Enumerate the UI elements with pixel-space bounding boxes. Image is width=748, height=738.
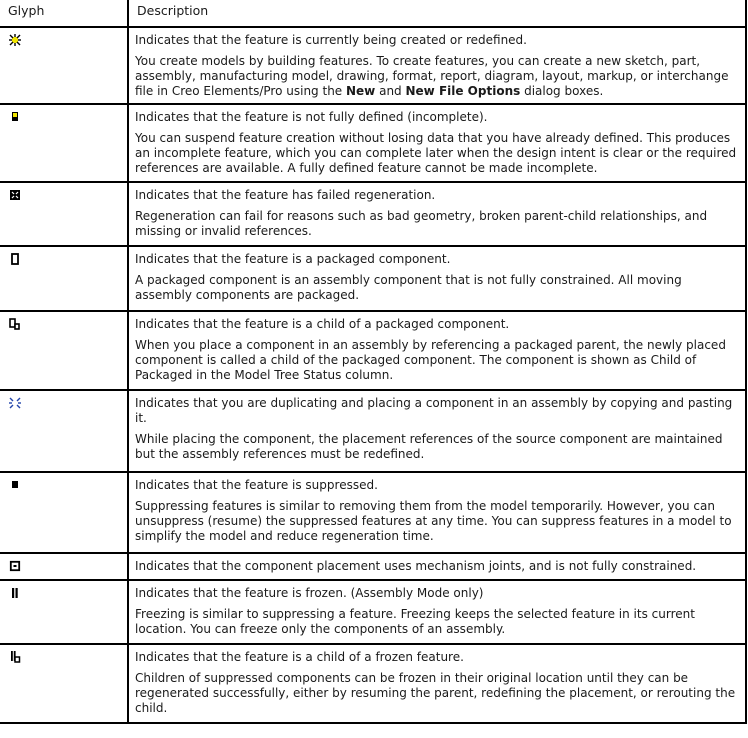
description-cell	[128, 311, 746, 390]
table-row	[0, 472, 746, 553]
mechanism-joints-icon	[9, 560, 21, 572]
table-row	[0, 104, 746, 182]
description-detail: When you place a component in an assembly by referencing a packaged parent, the newly placed component is called a child of the packaged component. The component is shown as Child of Packaged in the Model Tree Status column.	[135, 338, 726, 382]
glyph-cell	[0, 472, 128, 553]
frozen-feature-icon	[9, 587, 21, 599]
glyph-cell	[0, 644, 128, 723]
glyph-column-header: Glyph	[0, 0, 128, 27]
description-cell	[128, 246, 746, 311]
glyph-cell	[0, 390, 128, 472]
description-cell	[128, 104, 746, 182]
table-row	[0, 553, 746, 580]
suppressed-feature-icon	[9, 479, 21, 491]
description-cell	[128, 580, 746, 644]
description-summary: Indicates that the feature is not fully defined (incomplete).	[135, 110, 488, 124]
description-cell	[128, 390, 746, 472]
new-dialog-name: New	[346, 84, 376, 98]
description-cell	[128, 27, 746, 104]
description-detail: Children of suppressed components can be frozen in their original location until they can be regenerated successfully, either by resuming the parent, redefining the placement, or rerouting the child.	[135, 671, 736, 715]
description-summary: Indicates that the feature is frozen. (Assembly Mode only)	[135, 586, 484, 600]
description-summary: Indicates that the feature is currently being created or redefined.	[135, 33, 527, 47]
description-detail: Regeneration can fail for reasons such as bad geometry, broken parent-child relationships, and missing or invalid references.	[135, 209, 708, 238]
glyph-cell	[0, 246, 128, 311]
glyph-cell	[0, 104, 128, 182]
description-summary: Indicates that the component placement uses mechanism joints, and is not fully constrained.	[135, 559, 697, 573]
table-row	[0, 246, 746, 311]
packaged-component-icon	[9, 253, 21, 265]
incomplete-feature-icon	[9, 111, 21, 123]
description-cell	[128, 472, 746, 553]
glyph-cell	[0, 553, 128, 580]
description-detail: Suppressing features is similar to removing them from the model temporarily. However, you can unsuppress (resume) the suppressed features at any time. You can suppress features in a model to simplify the model and reduce regeneration time.	[135, 499, 732, 543]
header-row	[0, 0, 746, 27]
creating-feature-icon	[9, 34, 21, 46]
new-file-options-dialog-name: New File Options	[405, 84, 521, 98]
description-column-header: Description	[128, 0, 746, 27]
table-row	[0, 390, 746, 472]
table-row	[0, 27, 746, 104]
glyph-cell	[0, 580, 128, 644]
description-summary: Indicates that the feature is suppressed.	[135, 478, 378, 492]
glyph-cell	[0, 182, 128, 246]
description-summary: Indicates that the feature is a child of a frozen feature.	[135, 650, 464, 664]
description-detail: Freezing is similar to suppressing a feature. Freezing keeps the selected feature in its current location. You can freeze only the components of an assembly.	[135, 607, 695, 636]
description-summary: Indicates that the feature has failed regeneration.	[135, 188, 436, 202]
child-of-frozen-icon	[9, 651, 21, 663]
description-summary: Indicates that you are duplicating and placing a component in an assembly by copying and pasting it.	[135, 396, 733, 425]
child-of-packaged-icon	[9, 318, 21, 330]
glyph-cell	[0, 27, 128, 104]
table-row	[0, 644, 746, 723]
description-detail: You create models by building features. To create features, you can create a new sketch, part, assembly, manufacturing model, drawing, format, report, diagram, layout, markup, or interchange file in Creo Elements/Pro using the New and New File Options dialog boxes.	[135, 54, 729, 98]
table-row	[0, 580, 746, 644]
copy-paste-placement-icon	[9, 397, 21, 409]
description-cell	[128, 553, 746, 580]
failed-regeneration-icon	[9, 189, 21, 201]
description-summary: Indicates that the feature is a child of a packaged component.	[135, 317, 510, 331]
table-row	[0, 311, 746, 390]
description-detail: A packaged component is an assembly component that is not fully constrained. All moving assembly components are packaged.	[135, 273, 682, 302]
description-summary: Indicates that the feature is a packaged component.	[135, 252, 451, 266]
glyph-cell	[0, 311, 128, 390]
description-detail: While placing the component, the placement references of the source component are maintained but the assembly references must be redefined.	[135, 432, 723, 461]
description-cell	[128, 182, 746, 246]
table-row	[0, 182, 746, 246]
description-detail: You can suspend feature creation without losing data that you have already defined. This produces an incomplete feature, which you can complete later when the design intent is clear or the required references are available. A fully defined feature cannot be made incomplete.	[135, 131, 737, 175]
description-cell	[128, 644, 746, 723]
